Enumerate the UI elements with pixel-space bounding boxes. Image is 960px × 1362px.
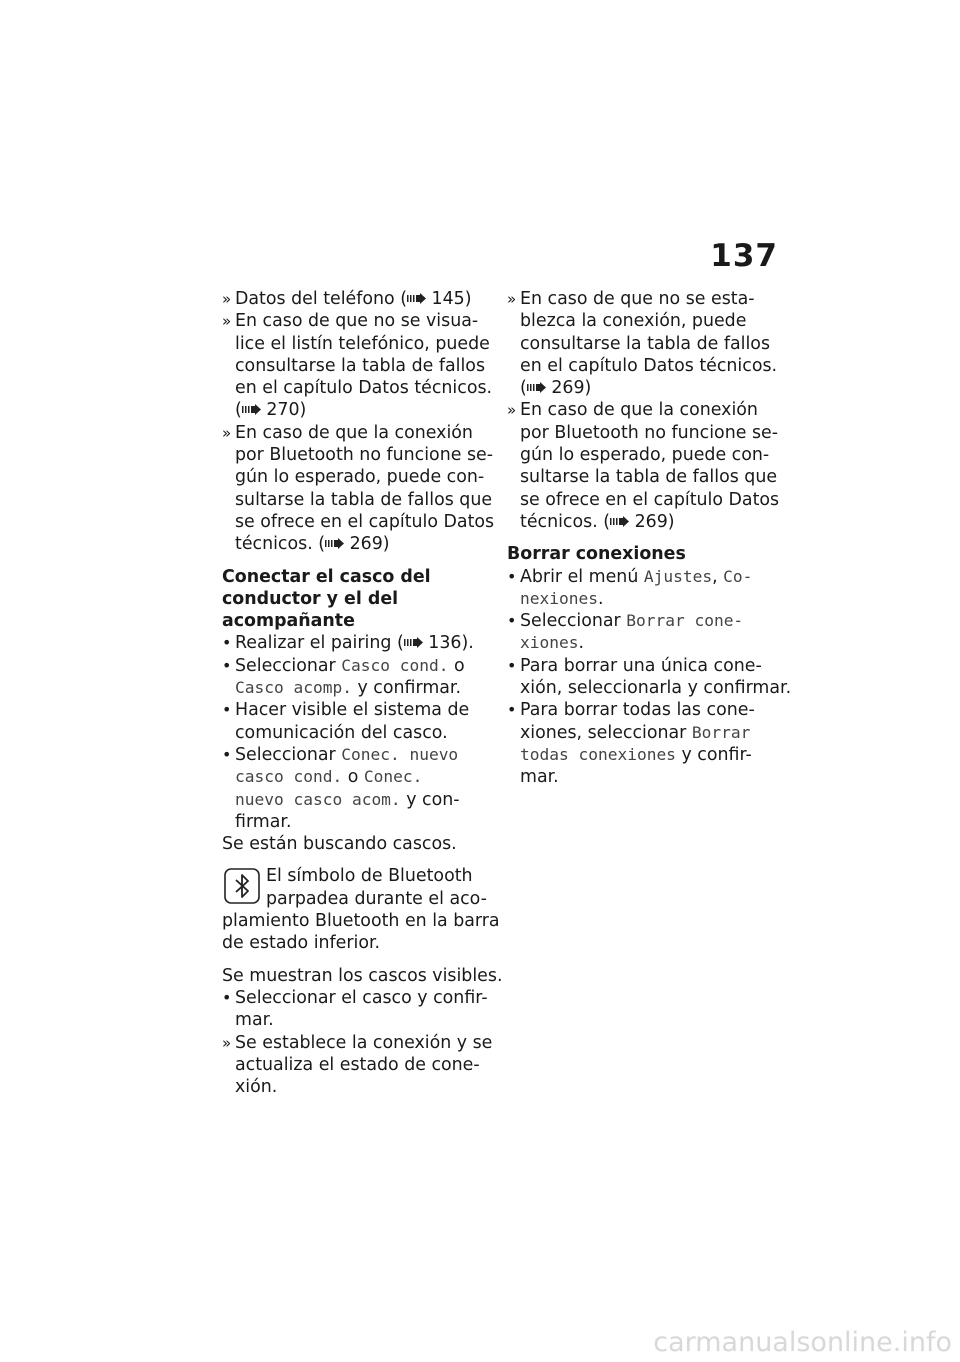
menu-option: Borrar cone-	[626, 611, 744, 631]
menu-option: Conec. nuevo	[341, 744, 459, 764]
result-line: » En caso de que la conexión	[507, 400, 758, 421]
watermark-text: carmanualsonline.info	[653, 1327, 952, 1358]
text-line: por Bluetooth no funcione se-	[520, 422, 778, 443]
bullet-marker: •	[222, 700, 232, 720]
page-number: 137	[710, 238, 778, 274]
bullet-marker: •	[507, 611, 517, 631]
text-line: xión.	[235, 1077, 278, 1098]
bullet-marker: •	[507, 700, 517, 720]
text-line: plamiento Bluetooth en la barra	[222, 911, 500, 932]
result-marker: »	[222, 312, 232, 331]
result-marker: »	[222, 290, 232, 308]
text-line: xión, seleccionarla y confirmar.	[520, 678, 792, 699]
bullet-item: • Seleccionar Borrar cone-	[507, 611, 744, 632]
menu-option: Borrar	[691, 722, 751, 742]
text-line: en el capítulo Datos técnicos.	[520, 355, 778, 376]
bullet-marker: •	[222, 633, 232, 653]
bullet-item: • Realizar el pairing ( 136).	[222, 633, 474, 654]
text-line: firmar.	[235, 811, 292, 832]
result-line: » En caso de que no se esta-	[507, 289, 755, 309]
text-line: por Bluetooth no funcione se-	[235, 445, 493, 466]
text-line: nexiones.	[520, 588, 604, 609]
text-line: xiones, seleccionar Borrar	[520, 722, 751, 743]
menu-option: xiones	[520, 633, 579, 653]
result-line: » Datos del teléfono ( 145)	[222, 289, 472, 309]
menu-option: Ajustes	[643, 566, 713, 586]
text-line: Casco acomp. y confirmar.	[235, 678, 462, 699]
bluetooth-note	[222, 865, 500, 954]
text-line: xiones.	[520, 633, 585, 654]
text-line: gún lo esperado, puede con-	[235, 467, 485, 488]
text-line: casco cond. o Conec.	[235, 767, 423, 788]
text-line: actualiza el estado de cone-	[235, 1054, 480, 1075]
result-marker: »	[222, 423, 232, 442]
text-line: nuevo casco acom. y con-	[235, 789, 460, 810]
bullet-marker: •	[222, 744, 232, 764]
bullet-marker: •	[222, 655, 232, 675]
text-line: de estado inferior.	[222, 933, 381, 954]
page-reference[interactable]: 269	[634, 511, 668, 532]
result-marker: »	[507, 290, 517, 308]
section-heading: Borrar conexiones	[507, 544, 686, 565]
menu-option: Conec.	[363, 767, 423, 787]
menu-option: todas conexiones	[520, 744, 676, 764]
text-line: se ofrece en el capítulo Datos	[235, 511, 495, 532]
text-line: se ofrece en el capítulo Datos	[520, 489, 780, 510]
section-heading: acompañante	[222, 611, 355, 632]
text-line: mar.	[520, 767, 559, 788]
bullet-item: • Seleccionar Conec. nuevo	[222, 744, 459, 765]
result-line: » Se establece la conexión y se	[222, 1032, 493, 1053]
text-line: sultarse la tabla de fallos que	[520, 467, 778, 488]
text-line: consultarse la tabla de fallos	[520, 333, 771, 354]
page-reference[interactable]: 269	[551, 378, 585, 399]
page-reference[interactable]: 269	[349, 534, 383, 555]
text-line: gún lo esperado, puede con-	[520, 445, 770, 466]
section-heading: conductor y el del	[222, 588, 399, 609]
page-reference-arrow-icon	[325, 538, 344, 549]
text-line: en el capítulo Datos técnicos.	[235, 378, 493, 399]
menu-option: casco cond.	[235, 767, 343, 787]
menu-option: nexiones	[520, 588, 598, 608]
text-line: parpadea durante el aco-	[266, 888, 487, 909]
left-column	[222, 288, 503, 1098]
text-line: consultarse la tabla de fallos	[235, 355, 486, 376]
text-line: ( 269)	[520, 378, 592, 399]
bullet-marker: •	[507, 655, 517, 675]
text-line: técnicos. ( 269)	[235, 534, 390, 555]
page-reference[interactable]: 136	[428, 633, 462, 654]
page-reference-arrow-icon	[610, 516, 629, 527]
text-line: ( 270)	[235, 400, 307, 421]
paragraph: Se muestran los cascos visibles.	[222, 965, 503, 986]
page-reference-arrow-icon	[404, 637, 423, 648]
page-reference[interactable]: 145	[431, 289, 465, 309]
bullet-marker: •	[507, 566, 517, 586]
text-line: blezca la conexión, puede	[520, 311, 747, 332]
text-line: lice el listín telefónico, puede	[235, 333, 490, 354]
result-line: » En caso de que no se visua-	[222, 311, 479, 332]
text-line: sultarse la tabla de fallos que	[235, 489, 493, 510]
result-marker: »	[222, 1033, 232, 1052]
section-heading: Conectar el casco del	[222, 566, 431, 587]
page-reference-arrow-icon	[527, 382, 546, 393]
right-column	[507, 288, 792, 789]
page-reference[interactable]: 270	[266, 400, 300, 421]
result-marker: »	[507, 401, 517, 420]
bullet-marker: •	[222, 987, 232, 1007]
text-line: técnicos. ( 269)	[520, 511, 675, 532]
text-line: El símbolo de Bluetooth	[266, 866, 473, 887]
result-line: » En caso de que la conexión	[222, 422, 473, 443]
bullet-item: • Seleccionar el casco y confir-	[222, 987, 488, 1008]
text-line: todas conexiones y confir-	[520, 744, 752, 765]
paragraph: Se están buscando cascos.	[222, 834, 457, 855]
bullet-item: • Abrir el menú Ajustes, Co-	[507, 566, 753, 587]
bullet-item: • Seleccionar Casco cond. o	[222, 655, 465, 676]
text-line: mar.	[235, 1010, 274, 1031]
bullet-item: • Para borrar una única cone-	[507, 655, 762, 676]
page-reference-arrow-icon	[242, 404, 261, 415]
page-reference-arrow-icon	[407, 293, 426, 304]
bullet-item: • Hacer visible el sistema de	[222, 700, 470, 721]
menu-option: Co-	[723, 566, 753, 586]
menu-option: Casco cond.	[341, 655, 449, 675]
text-line: comunicación del casco.	[235, 722, 448, 743]
menu-option: nuevo casco acom.	[235, 789, 401, 809]
menu-option: Casco acomp.	[235, 678, 352, 698]
bullet-item: • Para borrar todas las cone-	[507, 700, 755, 721]
